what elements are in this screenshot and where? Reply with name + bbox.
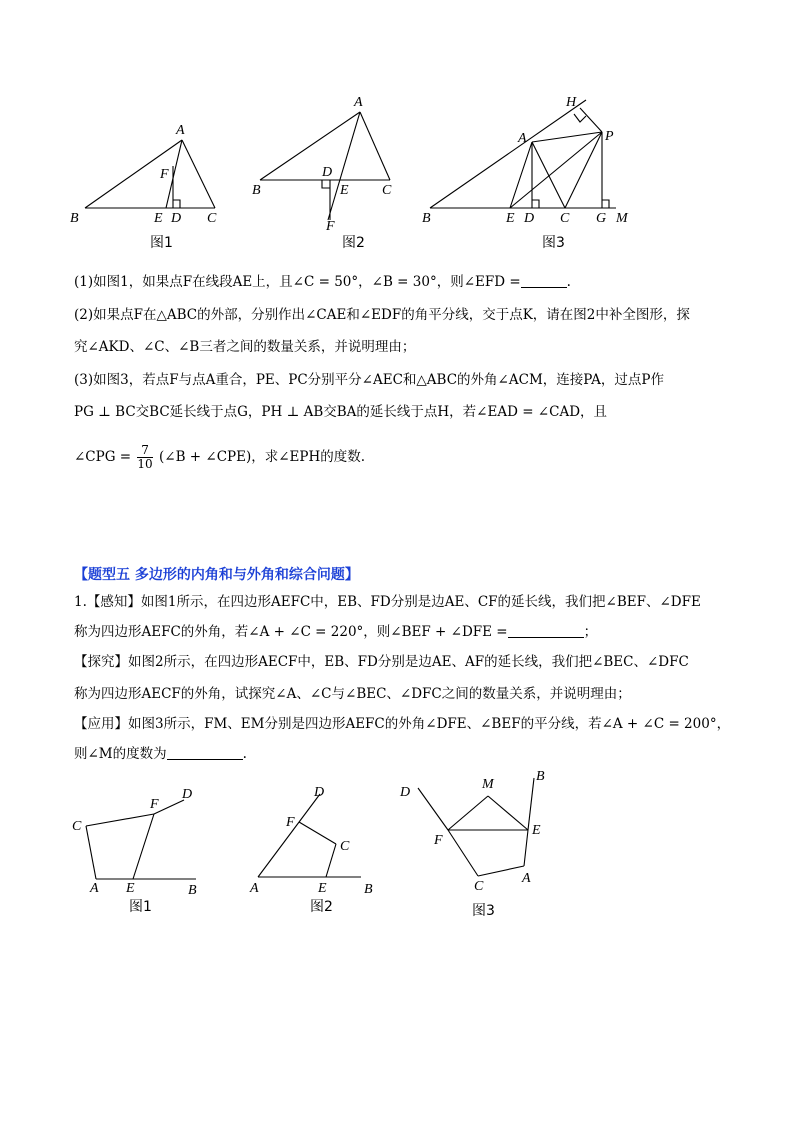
label-F: F [286, 815, 295, 830]
label-B: B [70, 211, 79, 226]
top-figure-1-caption: 图1 [150, 235, 173, 251]
label-C: C [382, 183, 392, 198]
top-figure-1 [70, 118, 230, 228]
label-F: F [160, 167, 169, 182]
label-D: D [171, 211, 182, 226]
label-E: E [154, 211, 163, 226]
top-figure-3 [420, 92, 640, 232]
top-figure-2 [250, 92, 410, 232]
label-B: B [364, 882, 373, 897]
label-F: F [150, 797, 159, 812]
label-G: G [596, 211, 607, 226]
label-D: D [322, 165, 333, 180]
label-A: A [90, 881, 99, 896]
problem-b-line-5: 【应用】如图3所示，FM、EM分别是四边形AEFC的外角∠DFE、∠BEF的平分线，若∠A + ∠C = 200°， [74, 716, 731, 732]
answer-blank[interactable] [167, 745, 243, 760]
label-M: M [616, 211, 628, 226]
label-C: C [474, 879, 484, 894]
label-E: E [340, 183, 349, 198]
bottom-figure-3 [396, 768, 566, 903]
problem-b-line-4: 称为四边形AECF的外角，试探究∠A、∠C与∠BEC、∠DFC之间的数量关系，并说明理由； [74, 686, 631, 702]
label-D: D [524, 211, 535, 226]
label-D: D [400, 785, 411, 800]
label-E: E [318, 881, 327, 896]
label-B: B [252, 183, 261, 198]
label-E: E [126, 881, 135, 896]
bottom-figure-1-caption: 图1 [129, 899, 152, 915]
label-A: A [522, 871, 531, 886]
question-3-line-3: ∠CPG = $\frac{7}{10}$ (∠B + ∠CPE)，求∠EPH的度数. [74, 443, 366, 471]
problem-b-line-6: 则∠M的度数为 . [74, 746, 247, 762]
label-H: H [566, 95, 577, 110]
question-3-line-1: (3)如图3，若点F与点A重合，PE、PC分别平分∠AEC和△ABC的外角∠ACM，连接PA，过点P作 [74, 372, 664, 388]
problem-b-line-1: 1.【感知】如图1所示，在四边形AEFC中，EB、FD分别是边AE、CF的延长线，我们把∠BEF、∠DFE [74, 594, 701, 610]
top-figure-2-caption: 图2 [342, 235, 365, 251]
bottom-figure-3-caption: 图3 [472, 903, 495, 919]
fraction: $\frac{7}{10}$ [137, 443, 153, 471]
label-E: E [506, 211, 515, 226]
label-B: B [536, 769, 545, 784]
label-E: E [532, 823, 541, 838]
label-A: A [176, 123, 185, 138]
label-D: D [182, 787, 193, 802]
label-A: A [518, 131, 527, 146]
answer-blank[interactable] [508, 623, 584, 638]
label-B: B [422, 211, 431, 226]
label-C: C [207, 211, 217, 226]
bottom-figure-2 [246, 782, 386, 897]
bottom-figure-1 [66, 782, 216, 898]
question-1: (1)如图1，如果点F在线段AE上，且∠C = 50°，∠B = 30°，则∠EFD = . [74, 274, 571, 290]
label-F: F [434, 833, 443, 848]
label-C: C [560, 211, 570, 226]
label-C: C [72, 819, 82, 834]
problem-b-line-2: 称为四边形AEFC的外角，若∠A + ∠C = 220°，则∠BEF + ∠DFE = ； [74, 624, 598, 640]
problem-b-line-3: 【探究】如图2所示，在四边形AECF中，EB、FD分别是边AE、AF的延长线，我们把∠BEC、∠DFC [74, 654, 689, 670]
label-C: C [340, 839, 350, 854]
label-P: P [605, 129, 614, 144]
label-F: F [326, 219, 335, 234]
question-2-line-2: 究∠AKD、∠C、∠B三者之间的数量关系，并说明理由； [74, 339, 416, 355]
question-3-line-2: PG ⊥ BC交BC延长线于点G，PH ⊥ AB交BA的延长线于点H，若∠EAD = ∠CAD，且 [74, 404, 608, 420]
answer-blank[interactable] [521, 273, 567, 288]
question-2-line-1: (2)如果点F在△ABC的外部，分别作出∠CAE和∠EDF的角平分线，交于点K，请在图2中补全图形，探 [74, 307, 690, 323]
section-heading: 【题型五 多边形的内角和与外角和综合问题】 [74, 567, 359, 583]
label-A: A [354, 95, 363, 110]
label-B: B [188, 883, 197, 898]
label-D: D [314, 785, 325, 800]
label-A: A [250, 881, 259, 896]
label-M: M [482, 777, 494, 792]
top-figure-3-caption: 图3 [542, 235, 565, 251]
bottom-figure-2-caption: 图2 [310, 899, 333, 915]
